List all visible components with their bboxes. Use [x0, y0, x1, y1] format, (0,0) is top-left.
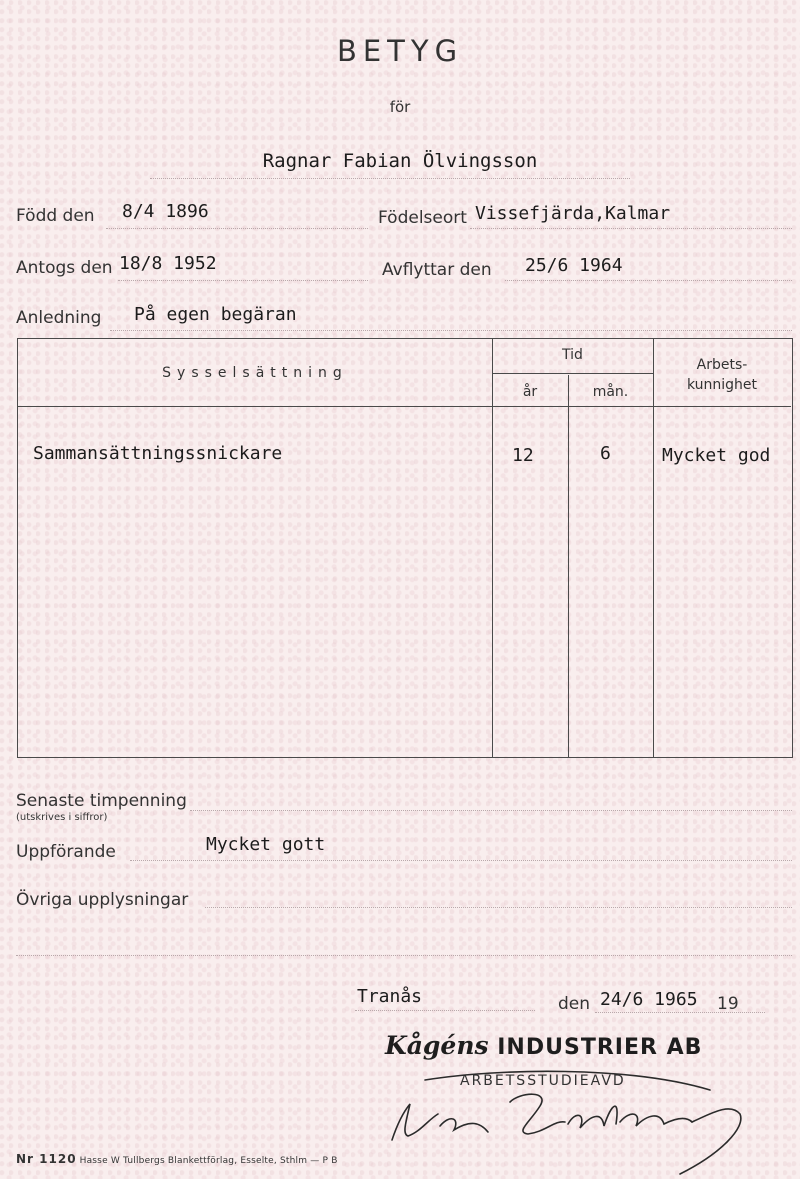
other-info-label: Övriga upplysningar: [16, 890, 189, 910]
form-footer: [16, 1152, 338, 1166]
divider-years-months: [568, 375, 569, 757]
conduct-line: [130, 860, 792, 861]
born-label: Född den: [16, 206, 95, 226]
header-occupation: Sysselsättning: [162, 365, 348, 381]
wage-sublabel: (utskrives i siffror): [16, 812, 108, 823]
conduct-value: Mycket gott: [206, 834, 326, 855]
header-time: Tid: [562, 347, 583, 363]
printer-info: Hasse W Tullbergs Blankettförlag, Esselte, Sthlm — P B: [79, 1156, 338, 1166]
for-label: för: [389, 98, 411, 116]
date-suffix: 19: [717, 994, 739, 1014]
wage-line: [190, 810, 792, 811]
left-label: Avflyttar den: [382, 260, 492, 280]
reason-value: På egen begäran: [134, 304, 297, 325]
header-bottom-line: [18, 406, 791, 407]
birthplace-line: [470, 228, 792, 229]
place: Tranås: [357, 986, 423, 1007]
date-prefix: den: [558, 994, 591, 1014]
company-department: ARBETSSTUDIEAVD: [460, 1073, 626, 1089]
born-value: 8/4 1896: [122, 201, 209, 222]
header-months: mån.: [592, 384, 629, 400]
employment-table: [17, 338, 793, 758]
person-name: Ragnar Fabian Ölvingsson: [262, 150, 538, 172]
hired-line: [118, 280, 368, 281]
reason-label: Anledning: [16, 308, 102, 328]
signature: [380, 1062, 760, 1177]
wage-label: Senaste timpenning: [16, 791, 187, 811]
time-subheader-line: [492, 373, 653, 374]
birthplace-label: Födelseort: [378, 208, 467, 228]
name-line: [150, 178, 630, 179]
left-value: 25/6 1964: [525, 255, 623, 276]
divider-ability: [653, 339, 654, 757]
conduct-label: Uppförande: [16, 842, 116, 862]
birthplace-value: Vissefjärda,Kalmar: [475, 203, 671, 224]
date-value: 24/6 1965: [600, 989, 698, 1010]
left-line: [505, 280, 792, 281]
header-years: år: [522, 384, 538, 400]
date-line: [595, 1012, 765, 1013]
company-stamp: [385, 1031, 702, 1060]
company-name: INDUSTRIER AB: [497, 1035, 703, 1060]
row-ability: Mycket god: [662, 445, 771, 466]
other-info-line-2: [16, 955, 792, 956]
form-number: Nr 1120: [16, 1152, 77, 1166]
row-occupation: Sammansättningssnickare: [33, 443, 283, 464]
document-title: BETYG: [336, 34, 464, 68]
born-line: [106, 228, 368, 229]
other-info-line: [205, 907, 792, 908]
header-ability: Arbets- kunnighet: [686, 357, 758, 393]
reason-line: [110, 330, 792, 331]
row-months: 6: [600, 443, 611, 464]
hired-value: 18/8 1952: [119, 253, 217, 274]
divider-time: [492, 339, 493, 757]
hired-label: Antogs den: [16, 258, 113, 278]
row-years: 12: [512, 445, 534, 466]
place-line: [355, 1010, 535, 1011]
company-logo: Kågéns: [385, 1031, 489, 1060]
